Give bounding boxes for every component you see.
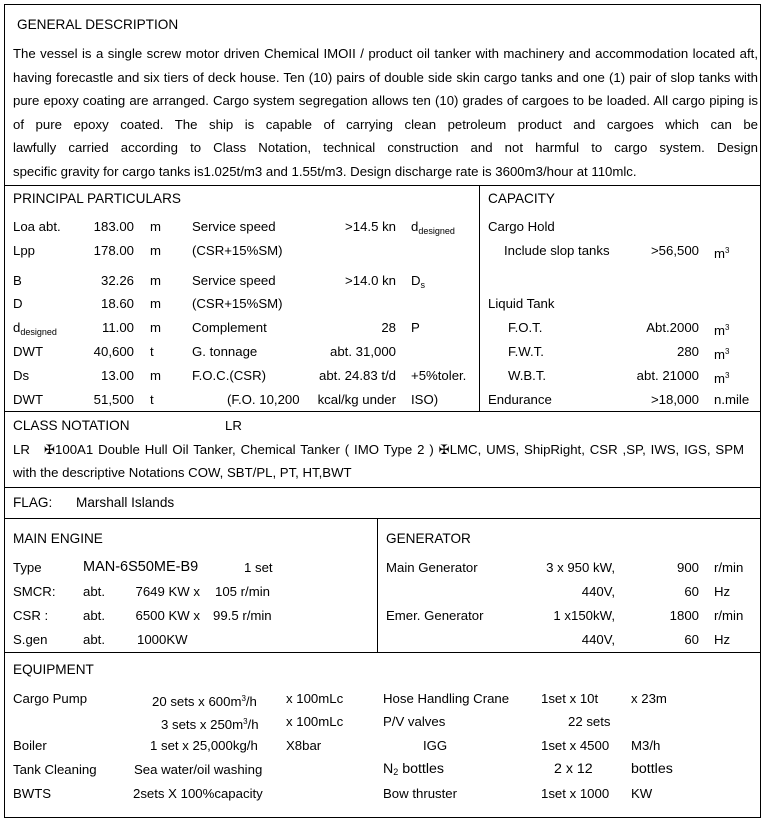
engine-type-value: MAN-6S50ME-B9 (83, 559, 199, 575)
tank-value: 280 (676, 344, 699, 359)
particular-label-2: G. tonnage (192, 344, 258, 359)
divider-general (4, 185, 761, 186)
engine-row-abt: abt. (83, 632, 105, 647)
endurance-value: >18,000 (650, 392, 699, 407)
engine-row-power: 6500 KW x (135, 608, 200, 623)
class-line-1: ✠100A1 Double Hull Oil Tanker, Chemical Tanker ( IMO Type 2 ) ✠LMC, UMS, ShipRight, CSR ,SP, IWS, IGS, SPM (44, 442, 744, 457)
particular-value-2: abt. 31,000 (330, 344, 396, 359)
engine-type-label: Type (13, 560, 42, 575)
particular-label: Lpp (13, 243, 36, 258)
generator-rating: 440V, (581, 584, 615, 599)
general-line: specific gravity for cargo tanks is1.025t/m3 and 1.55t/m3. Design discharge rate is 3600m3/hour at 110mlc. (13, 163, 637, 179)
n2-label: N2 bottles (383, 761, 445, 777)
tank-cleaning-value: Sea water/oil washing (134, 762, 263, 777)
particular-label-2: Complement (192, 320, 267, 335)
generator-rating: 1 x150kW, (553, 608, 615, 623)
general-description (13, 42, 758, 184)
divider-equipment (4, 652, 761, 653)
igg-label: IGG (423, 738, 448, 753)
flag-value: Marshall Islands (76, 495, 175, 510)
divider-generator (377, 518, 378, 652)
divider-capacity (479, 185, 480, 411)
endurance-label: Endurance (488, 392, 552, 407)
particular-label-2: Service speed (192, 273, 276, 288)
particular-label-2: Service speed (192, 219, 276, 234)
generator-rating: 440V, (581, 632, 615, 647)
particular-value-2: kcal/kg under (317, 392, 396, 407)
generator-value: 60 (684, 584, 699, 599)
cargo-pump-1-head: x 100mLc (286, 691, 344, 706)
engine-row-power: 7649 KW x (135, 584, 200, 599)
particular-value-2: abt. 24.83 t/d (319, 368, 396, 383)
slop-label: Include slop tanks (504, 243, 610, 258)
particular-label: B (13, 273, 22, 288)
particular-unit-2: P (411, 320, 420, 335)
particular-unit-2: +5%toler. (411, 368, 467, 383)
pv-label: P/V valves (383, 714, 446, 729)
particular-unit: m (150, 273, 161, 288)
engine-type-qty: 1 set (244, 560, 273, 575)
general-line: lawfully carried according to Class Notation, technical construction and not harmful to cargo system. Design (13, 140, 758, 156)
principal-heading: PRINCIPAL PARTICULARS (13, 191, 181, 206)
bwts-label: BWTS (13, 786, 52, 801)
tank-value: Abt.2000 (646, 320, 699, 335)
igg-unit: M3/h (631, 738, 661, 753)
particular-label: DWT (13, 392, 44, 407)
general-line: pure epoxy coating are arranged. Cargo system segregation allows ten (10) grades of cargoes to be loaded. All cargo piping is (13, 93, 758, 109)
bow-thruster-label: Bow thruster (383, 786, 458, 801)
crane-value: 1set x 10t (541, 691, 599, 706)
flag-label: FLAG: (13, 495, 53, 510)
engine-row-label: S.gen (13, 632, 48, 647)
generator-value: 60 (684, 632, 699, 647)
particular-label: DWT (13, 344, 44, 359)
particular-value: 40,600 (93, 344, 134, 359)
particular-value: 11.00 (101, 320, 134, 335)
pv-value: 22 sets (568, 714, 611, 729)
particular-label-2: (CSR+15%SM) (192, 296, 283, 311)
particular-value: 178.00 (93, 243, 134, 258)
particular-label-2: (CSR+15%SM) (192, 243, 283, 258)
particular-unit: m (150, 320, 161, 335)
divider-class (4, 411, 761, 412)
class-society: LR (225, 418, 242, 433)
generator-unit: r/min (714, 560, 744, 575)
class-line-2: with the descriptive Notations COW, SBT/PL, PT, HT,BWT (13, 465, 352, 480)
particular-value: 13.00 (100, 368, 134, 383)
particular-value-2: 28 (381, 320, 396, 335)
generator-heading: GENERATOR (386, 531, 471, 546)
endurance-unit: n.mile (714, 392, 750, 407)
particular-value: 32.26 (100, 273, 134, 288)
particular-value: 18.60 (100, 296, 134, 311)
cargo-pump-label: Cargo Pump (13, 691, 88, 706)
crane-label: Hose Handling Crane (383, 691, 510, 706)
n2-value: 2 x 12 (554, 761, 593, 777)
main-engine-heading: MAIN ENGINE (13, 531, 103, 546)
particular-unit: m (150, 219, 161, 234)
particular-unit-2: $d_{designed}$ (411, 219, 455, 236)
particular-value-2: >14.0 kn (345, 273, 396, 288)
boiler-value: 1 set x 25,000kg/h (150, 738, 258, 753)
particular-unit: m (150, 243, 161, 258)
particular-unit: m (150, 368, 161, 383)
particular-label: D (13, 296, 23, 311)
particular-value: 183.00 (93, 219, 134, 234)
general-heading: GENERAL DESCRIPTION (17, 17, 179, 32)
generator-value: 900 (676, 560, 699, 575)
equipment-heading: EQUIPMENT (13, 662, 94, 677)
boiler-label: Boiler (13, 738, 47, 753)
particular-label-2: F.O.C.(CSR) (192, 368, 266, 383)
generator-rating: 3 x 950 kW, (546, 560, 615, 575)
generator-unit: r/min (714, 608, 744, 623)
particular-unit: t (150, 344, 154, 359)
slop-unit: $m^3$ (714, 246, 730, 261)
engine-row-speed: 99.5 r/min (213, 608, 272, 623)
class-line-prefix: LR (13, 442, 30, 457)
tank-label: F.W.T. (508, 344, 544, 359)
particular-label-2: (F.O. 10,200 (227, 392, 300, 407)
tank-label: W.B.T. (508, 368, 547, 383)
cargo-hold-label: Cargo Hold (488, 219, 555, 234)
capacity-heading: CAPACITY (488, 191, 555, 206)
particular-value: 51,500 (93, 392, 134, 407)
engine-row-label: CSR : (13, 608, 49, 623)
tank-unit: $m^3$ (714, 347, 730, 362)
crane-reach: x 23m (631, 691, 667, 706)
boiler-pressure: X8bar (286, 738, 322, 753)
tank-value: abt. 21000 (636, 368, 699, 383)
generator-label: Main Generator (386, 560, 478, 575)
engine-row-power: 1000KW (137, 632, 188, 647)
particular-label: Loa abt. (13, 219, 61, 234)
tank-unit: $m^3$ (714, 371, 730, 386)
igg-value: 1set x 4500 (541, 738, 610, 753)
bow-thruster-unit: KW (631, 786, 653, 801)
slop-value: >56,500 (650, 243, 699, 258)
bow-thruster-value: 1set x 1000 (541, 786, 610, 801)
general-line: having forecastle and six tiers of deck house. Ten (10) pairs of double side skin cargo tanks and one (1) pair of slop tanks with (13, 69, 758, 85)
bwts-value: 2sets X 100%capacity (133, 786, 263, 801)
general-line: The vessel is a single screw motor driven Chemical IMOII / product oil tanker with machinery and accommodation located aft, (13, 46, 758, 61)
cargo-pump-2-head: x 100mLc (286, 714, 344, 729)
particular-label: Ds (13, 368, 30, 383)
particular-unit-2: ISO) (411, 392, 439, 407)
generator-label: Emer. Generator (386, 608, 484, 623)
tank-label: F.O.T. (508, 320, 543, 335)
divider-flag-top (4, 487, 761, 488)
n2-unit: bottles (631, 761, 673, 777)
divider-flag-bottom (4, 518, 761, 519)
generator-value: 1800 (669, 608, 699, 623)
engine-row-speed: 105 r/min (215, 584, 270, 599)
particular-unit-2: $D_s$ (411, 273, 426, 290)
generator-unit: Hz (714, 632, 731, 647)
class-heading: CLASS NOTATION (13, 418, 130, 433)
particular-unit: m (150, 296, 161, 311)
general-line: of pure epoxy coated. The ship is capable of carrying clean petroleum product and cargoes which can be (13, 116, 758, 132)
cargo-pump-1: 20 sets x $600m^3/h$ (152, 694, 257, 709)
particular-value-2: >14.5 kn (345, 219, 396, 234)
tank-cleaning-label: Tank Cleaning (13, 762, 97, 777)
engine-row-label: SMCR: (13, 584, 56, 599)
generator-unit: Hz (714, 584, 731, 599)
particular-unit: t (150, 392, 154, 407)
cargo-pump-2: 3 sets x $250m^3/h$ (161, 717, 259, 732)
engine-row-abt: abt. (83, 608, 105, 623)
tank-unit: $m^3$ (714, 323, 730, 338)
engine-row-abt: abt. (83, 584, 105, 599)
liquid-tank-label: Liquid Tank (488, 296, 555, 311)
particular-label: $d_{designed}$ (13, 320, 57, 337)
